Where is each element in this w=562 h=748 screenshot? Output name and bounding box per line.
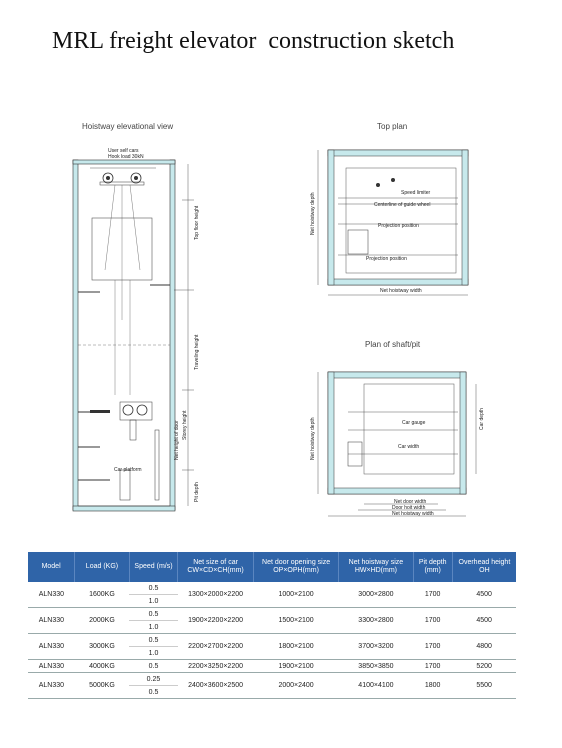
cell-oh: 5200 [452, 660, 516, 673]
cell-pit: 1800 [413, 673, 452, 699]
cell-hoist: 4100×4100 [339, 673, 413, 699]
col-door-size [253, 552, 338, 582]
hoistway-elevation-drawing [70, 140, 220, 520]
cell-speed: 0.5 [129, 686, 178, 699]
cell-load: 2000KG [75, 608, 129, 634]
cell-hoist: 3850×3850 [339, 660, 413, 673]
cell-door: 1800×2100 [253, 634, 338, 660]
car-width-label: Car width [398, 444, 420, 450]
pit-plan-drawing [298, 372, 498, 522]
elevation-view-title: Hoistway elevational view [82, 122, 174, 131]
cell-load: 1600KG [75, 582, 129, 608]
speed-limiter-label: Speed limiter [401, 190, 431, 196]
cell-model: ALN330 [28, 608, 75, 634]
door-width-label: Net door width [394, 499, 427, 505]
cell-pit: 1700 [413, 660, 452, 673]
cell-speed: 0.5 [129, 634, 178, 647]
cell-pit: 1700 [413, 634, 452, 660]
cell-model: ALN330 [28, 673, 75, 699]
cell-load: 4000KG [75, 660, 129, 673]
table-row [28, 673, 516, 686]
cell-door: 1500×2100 [253, 608, 338, 634]
cell-model: ALN330 [28, 634, 75, 660]
cell-car: 1300×2000×2200 [178, 582, 254, 608]
net-door-height-label: Net height of door [174, 420, 180, 460]
cell-speed: 0.5 [129, 660, 178, 673]
top-floor-height-label: Top floor height [194, 205, 200, 240]
top-plan-drawing [298, 140, 478, 305]
col-hoist-size-text: Net hoistway size HW×HD(mm) [348, 558, 404, 574]
pit-floor [73, 506, 175, 511]
cell-speed: 0.5 [129, 608, 178, 621]
col-speed: Speed (m/s) [129, 552, 178, 582]
cell-speed: 1.0 [129, 595, 178, 608]
col-car-size [178, 552, 254, 582]
cell-speed: 1.0 [129, 647, 178, 660]
safe-cars-label: User self cars [108, 148, 139, 154]
table-row [28, 634, 516, 647]
col-hoist-size [339, 552, 413, 582]
cell-speed: 0.25 [129, 673, 178, 686]
col-overhead-text: Overhead height OH [458, 558, 511, 574]
pit-depth-label: Pit depth [194, 482, 200, 502]
col-pit-depth-text: Pit depth (mm) [418, 558, 447, 574]
cell-pit: 1700 [413, 582, 452, 608]
projection-label-2: Projection position [366, 256, 407, 262]
top-net-width-label: Net hoistway width [380, 288, 422, 294]
cell-car: 2200×2700×2200 [178, 634, 254, 660]
cell-hoist: 3700×3200 [339, 634, 413, 660]
storey-height-label: Storey height [182, 410, 188, 440]
table-row [28, 660, 516, 673]
cell-oh: 4500 [452, 608, 516, 634]
cell-speed: 0.5 [129, 582, 178, 595]
top-plan-title: Top plan [377, 122, 408, 131]
pit-net-depth-label: Net hoistway depth [310, 417, 316, 460]
guide-centerline-label: Centerline of guide wheel [374, 202, 431, 208]
table-row [28, 582, 516, 595]
col-load: Load (KG) [75, 552, 129, 582]
ceiling [73, 160, 175, 164]
cell-load: 3000KG [75, 634, 129, 660]
cell-pit: 1700 [413, 608, 452, 634]
spec-table [28, 552, 516, 699]
col-overhead [452, 552, 516, 582]
door-hoist-label: Door hoit width [392, 505, 426, 511]
cell-speed: 1.0 [129, 621, 178, 634]
cell-oh: 4500 [452, 582, 516, 608]
col-door-size-text: Net door opening size OP×OPH(mm) [262, 558, 331, 574]
cell-car: 1900×2200×2200 [178, 608, 254, 634]
col-model: Model [28, 552, 75, 582]
cell-hoist: 3300×2800 [339, 608, 413, 634]
car-depth-label: Car depth [479, 408, 485, 430]
top-net-depth-label: Net hoistway depth [310, 192, 316, 235]
table-header-row [28, 552, 516, 582]
table-row [28, 608, 516, 621]
pit-net-width-label: Net hoistway width [392, 511, 434, 517]
page-title: MRL freight elevator construction sketch [52, 28, 455, 54]
cell-model: ALN330 [28, 582, 75, 608]
cell-oh: 5500 [452, 673, 516, 699]
cell-load: 5000KG [75, 673, 129, 699]
cell-oh: 4800 [452, 634, 516, 660]
pit-plan-title: Plan of shaft/pit [365, 340, 421, 349]
cell-car: 2200×3250×2200 [178, 660, 254, 673]
car-gauge-label: Car gauge [402, 420, 426, 426]
hook-load-label: Hook load 30kN [108, 154, 144, 160]
car-platform-label: Car platform [114, 467, 142, 473]
cell-door: 1900×2100 [253, 660, 338, 673]
col-pit-depth [413, 552, 452, 582]
traveling-height-label: Traveling height [194, 334, 200, 370]
cell-model: ALN330 [28, 660, 75, 673]
left-wall [73, 160, 78, 510]
col-car-size-text: Net size of car CW×CD×CH(mm) [187, 558, 244, 574]
cell-car: 2400×3600×2500 [178, 673, 254, 699]
cell-door: 2000×2400 [253, 673, 338, 699]
cell-hoist: 3000×2800 [339, 582, 413, 608]
cell-door: 1000×2100 [253, 582, 338, 608]
projection-label-1: Projection position [378, 223, 419, 229]
